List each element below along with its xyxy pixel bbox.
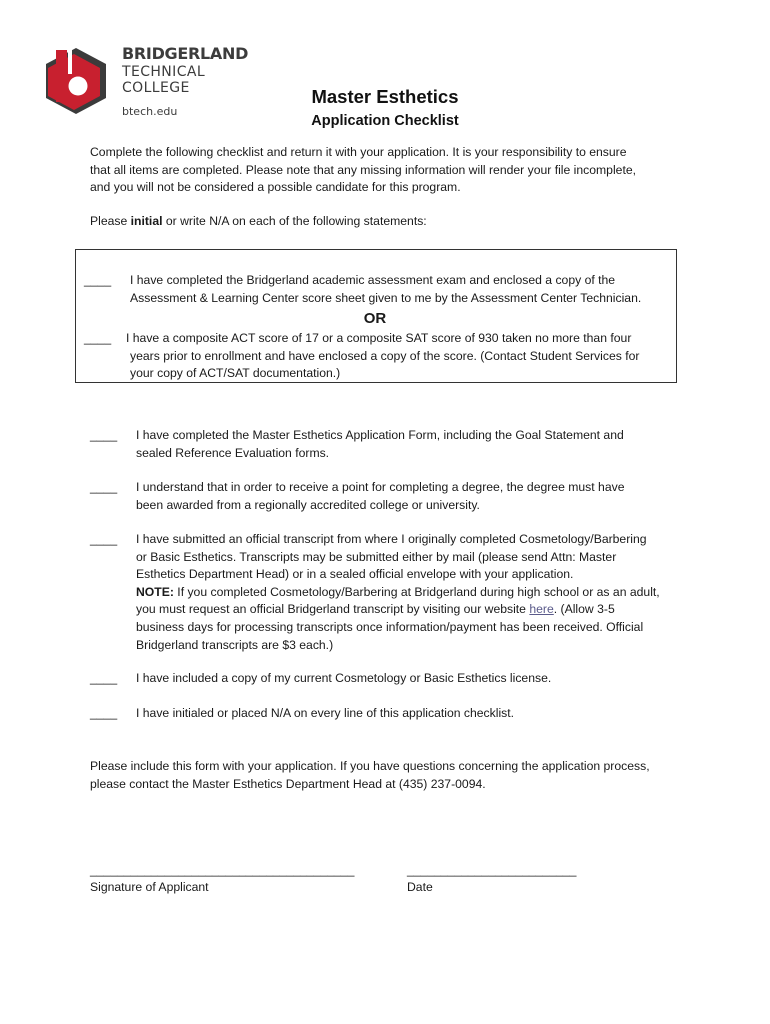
initial-blank[interactable]: ____	[90, 532, 118, 546]
initial-blank[interactable]: ____	[90, 428, 118, 442]
college-logo	[42, 44, 249, 122]
logo-line-1: BRIDGERLAND	[122, 44, 249, 63]
initial-blank[interactable]: ____	[90, 706, 118, 720]
date-label: Date	[407, 880, 433, 894]
initial-blank[interactable]: ____	[90, 480, 118, 494]
initial-blank[interactable]: ____	[84, 331, 112, 345]
checklist-item-degree: ____ I understand that in order to receive a point for completing a degree, the degree must have been awarded from a regionally accredited college or university.	[90, 480, 625, 512]
initial-blank[interactable]: ____	[90, 671, 118, 685]
logo-line-2: TECHNICAL	[122, 64, 206, 80]
intro-line: Complete the following checklist and return it with your application. It is your responsibility to ensure	[90, 145, 627, 159]
checklist-item-application: ____ I have completed the Master Esthetics Application Form, including the Goal Statement and sealed Reference Evaluation forms.	[90, 428, 624, 460]
checklist-item-license: ____ I have included a copy of my current Cosmetology or Basic Esthetics license.	[90, 670, 690, 688]
intro-paragraph	[90, 144, 710, 197]
logo-line-3: COLLEGE	[122, 80, 190, 96]
checklist-item-transcript: ____ I have submitted an official transcript from where I originally completed Cosmetology/Barbering or Basic Esthetics. Transcripts may be submitted either by mail (please send Attn: Master Esthetics Department Head) or in a sealed official envelope with your application. NOTE: If you completed Cosmetology/Barbering at Bridgerland during high school or as an adult, you must request an official Bridgerland transcript by visiting our website here. (Allow 3-5 business days for processing transcripts once information/payment has been received. Official Bridgerland transcripts are $3 each.)	[90, 532, 660, 652]
signature-label: Signature of Applicant	[90, 880, 209, 894]
signature-line[interactable]: _______________________________________	[90, 863, 355, 877]
intro-line: and you will not be considered a possible candidate for this program.	[90, 180, 461, 195]
closing-paragraph: Please include this form with your application. If you have questions concerning the application process, please contact the Master Esthetics Department Head at (435) 237-0094.	[90, 759, 650, 791]
instruction-text: Please initial or write N/A on each of the following statements:	[90, 214, 427, 228]
page-subtitle: Application Checklist	[311, 113, 459, 129]
or-separator: OR	[363, 310, 387, 327]
page-title: Master Esthetics	[311, 86, 459, 107]
checklist-item-assessment: ____ I have completed the Bridgerland academic assessment exam and enclosed a copy of the Assessment & Learning Center score sheet given to me by the Assessment Center Technician.	[84, 273, 642, 305]
date-line[interactable]: _________________________	[407, 863, 577, 877]
note-label: NOTE:	[136, 584, 174, 599]
instruction-emphasis: initial	[130, 214, 163, 228]
checklist-item-act-sat: ____ I have a composite ACT score of 17 or a composite SAT score of 930 taken no more than four years prior to enrollment and have enclosed a copy of the score. (Contact Student Services for your copy of ACT/SAT documentation.)	[84, 331, 640, 381]
logo-url: btech.edu	[122, 105, 178, 118]
transcript-request-link[interactable]: here	[529, 602, 554, 617]
initial-blank[interactable]: ____	[84, 273, 112, 287]
checklist-item-initialed: ____ I have initialed or placed N/A on every line of this application checklist.	[90, 705, 690, 723]
intro-line: that all items are completed. Please note that any missing information will render your file incomplete,	[90, 162, 636, 177]
